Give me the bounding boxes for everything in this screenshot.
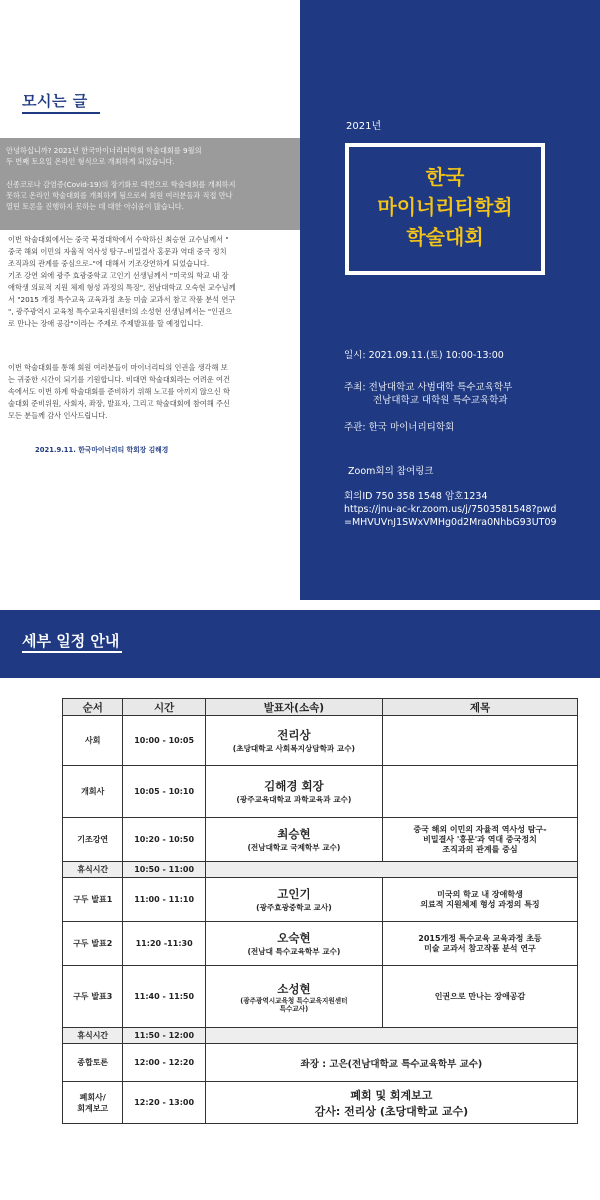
topic-cell [382,818,577,862]
speaker-affiliation: (광주효광중학교 교사) [256,903,332,912]
time-cell: 11:00 - 11:10 [123,878,205,922]
table-row [63,878,578,922]
topic-cell [382,716,577,766]
event-organizer: 주관: 한국 마이너리티학회 [344,422,455,433]
merged-line: 감사: 전리상 (초당대학교 교수) [314,1104,469,1118]
topic-line: 중국 해외 이민의 자율적 역사성 탐구- [413,824,547,834]
greeting-title-underline [22,112,100,114]
event-title-line: 마이너리티학회 [377,195,513,219]
order-cell: 구두 발표2 [63,922,123,966]
order-line: 회계보고 [77,1103,109,1113]
speaker-cell [205,966,382,1028]
body-line: 모든 분들께 감사 인사드립니다. [8,411,108,420]
speaker-name: 최승현 [277,827,311,841]
break-cell [205,1028,577,1044]
body-line: 서 "2015 개정 특수교육 교육과정 초등 미술 교과서 참고 작품 분석 연구 [8,295,236,304]
order-cell: 구두 발표3 [63,966,123,1028]
order-cell: 개회사 [63,766,123,818]
event-title-box [345,143,545,275]
merged-line: 폐회 및 회계보고 [350,1088,433,1102]
topic-line: 미국의 학교 내 장애학생 [437,889,523,899]
body-line: ", 광주광역시 교육청 특수교육지원센터의 소성현 선생님께서는 "인권으 [8,307,232,316]
table-row [63,966,578,1028]
speaker-name: 김해경 회장 [264,779,324,793]
order-cell: 휴식시간 [63,1028,123,1044]
body-line: 이번 학술대회에서는 중국 북경대학에서 수학하신 최승현 교수님께서 " [8,235,229,244]
body-line: 속에서도 이번 하계 학술대회를 준비하기 위해 노고를 아끼지 않으신 학 [8,387,230,396]
header-topic: 제목 [382,699,577,716]
speaker-affiliation: (초당대학교 사회복지상담학과 교수) [232,744,356,753]
speaker-name: 소성현 [277,981,311,996]
speaker-affiliation: (광주광역시교육청 특수교육지원센터 [240,996,348,1005]
topic-line: 조직과의 관계를 중심 [442,844,518,854]
body-line: 중국 해외 이민의 자율적 역사성 탐구–비밀결사 홍문과 역대 중국 정치 [8,247,227,256]
merged-cell [205,1082,577,1124]
header-time: 시간 [123,699,205,716]
schedule-title: 세부 일정 안내 [22,632,120,650]
table-row [63,862,578,878]
schedule-table [62,698,578,1124]
event-title-line: 한국 [425,165,465,189]
time-cell: 11:40 - 11:50 [123,966,205,1028]
intro-line: 신종코로나 감염증(Covid-19)의 장기화로 대면으로 학술대회를 개최하지 [6,180,236,189]
order-cell [63,1082,123,1124]
time-cell: 11:50 - 12:00 [123,1028,205,1044]
topic-cell [382,766,577,818]
body-line: 애학생 의료적 지원 체제 형성 과정의 특징", 전남대학교 오숙현 교수님께 [8,283,236,292]
speaker-affiliation: (전남대학교 국제학부 교수) [247,843,341,852]
body-line: 는 귀중한 시간이 되기를 기원합니다. 비대면 학술대회라는 어려운 여건 [8,375,230,384]
speaker-cell [205,878,382,922]
zoom-meeting-id: 회의ID 750 358 1548 암호1234 [344,491,488,502]
order-cell: 구두 발표1 [63,878,123,922]
time-cell: 11:20 -11:30 [123,922,205,966]
event-title-line: 학술대회 [406,225,484,249]
topic-line: 의료적 지원체제 형성 과정의 특징 [420,899,540,909]
body-line: 이번 학술대회를 통해 회원 여러분들이 마이너리티의 인권을 생각해 보 [8,363,228,372]
table-row [63,1044,578,1082]
schedule-title-underline [22,651,122,653]
order-cell: 사회 [63,716,123,766]
time-cell: 10:05 - 10:10 [123,766,205,818]
speaker-cell [205,766,382,818]
intro-line: 안녕하십니까? 2021년 한국마이너리티학회 학술대회를 9월의 [6,146,202,155]
order-cell: 기조강연 [63,818,123,862]
greeting-column [0,0,300,600]
break-cell [205,862,577,878]
table-header-row [63,699,578,716]
event-host: 주최: 전남대학교 사범대학 특수교육학부 [344,382,513,393]
body-line: 로 만나는 장애 공감"이라는 주제로 주제발표를 할 예정입니다. [8,319,204,328]
header-order: 순서 [63,699,123,716]
topic-line: 2015개정 특수교육 교육과정 초등 [418,933,542,943]
table-row [63,766,578,818]
topic-line: 미술 교과서 참고작품 분석 연구 [424,943,536,953]
order-cell: 종합토론 [63,1044,123,1082]
speaker-name: 고인기 [277,887,311,901]
intro-line: 두 번째 토요일 온라인 형식으로 개최하게 되었습니다. [6,157,175,166]
table-row [63,1028,578,1044]
time-cell: 10:20 - 10:50 [123,818,205,862]
greeting-signature: 2021.9.11. 한국마이너리티 학회장 김해경 [35,446,169,454]
time-cell: 10:00 - 10:05 [123,716,205,766]
topic-cell [382,922,577,966]
speaker-cell [205,818,382,862]
zoom-heading: Zoom회의 참여링크 [348,466,434,477]
event-year: 2021년 [346,121,382,132]
time-cell: 12:00 - 12:20 [123,1044,205,1082]
table-row [63,1082,578,1124]
event-host-secondary: 전남대학교 대학원 특수교육학과 [373,395,508,406]
speaker-name: 오숙현 [277,931,311,945]
speaker-cell [205,922,382,966]
speaker-affiliation: 특수교사) [279,1004,309,1013]
topic-cell [382,878,577,922]
table-row [63,818,578,862]
topic-line: 인권으로 만나는 장애공감 [434,991,526,1001]
header-speaker: 발표자(소속) [205,699,382,716]
time-cell: 10:50 - 11:00 [123,862,205,878]
topic-cell [382,966,577,1028]
speaker-cell [205,716,382,766]
table-row [63,716,578,766]
table-row [63,922,578,966]
speaker-name: 전리상 [277,728,311,742]
merged-cell: 좌장 : 고은(전남대학교 특수교육학부 교수) [205,1044,577,1082]
speaker-affiliation: (전남대 특수교육학부 교수) [247,947,341,956]
body-line: 조직과의 관계를 중심으로–"에 대해서 기조강연하게 되었습니다. [8,259,210,268]
body-line: 기조 강연 외에 광주 효광중학교 고인기 선생님께서 "미국의 학교 내 장 [8,271,229,280]
greeting-intro-box [0,138,300,230]
intro-line: 열띤 토론을 진행하지 못하는 데 대한 아쉬움이 많습니다. [6,202,184,211]
time-cell: 12:20 - 13:00 [123,1082,205,1124]
order-line: 폐회사/ [79,1092,106,1102]
greeting-title: 모시는 글 [22,92,88,110]
event-datetime: 일시: 2021.09.11.(토) 10:00-13:00 [344,350,504,361]
intro-line: 못하고 온라인 학술대회를 개최하게 됨으로써 회원 여러분들과 직접 만나 [6,191,233,200]
topic-line: 비밀결사 '홍문'과 역대 중국정치 [423,834,537,844]
order-cell: 휴식시간 [63,862,123,878]
body-line: 술대회 준비위원, 사회자, 좌장, 발표자, 그리고 학술대회에 참여해 주신 [8,399,230,408]
speaker-affiliation: (광주교육대학교 과학교육과 교수) [236,795,352,804]
zoom-link[interactable]: https://jnu-ac-kr.zoom.us/j/7503581548?pwd=MHVUVnJ1SWxVMHg0d2Mra0NhbG93UT09 [344,504,557,528]
